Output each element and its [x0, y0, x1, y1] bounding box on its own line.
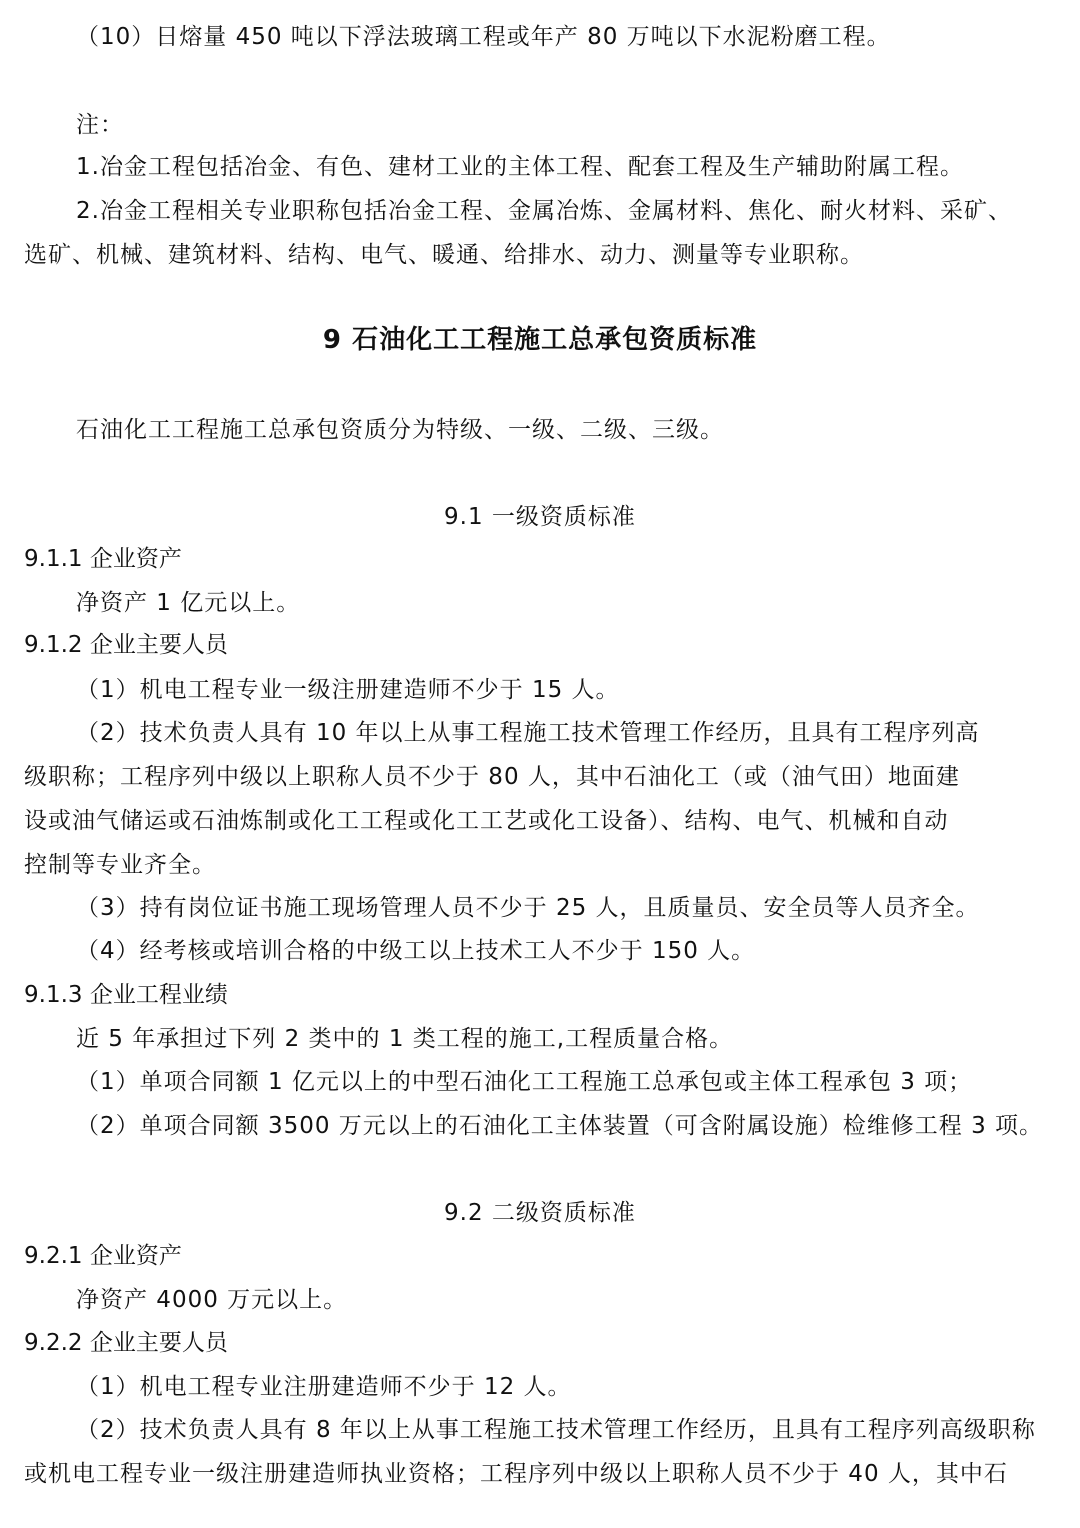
section-9-1-2-item-2-line-4: 控制等专业齐全。: [24, 852, 216, 878]
note-1-text: 1.冶金工程包括冶金、有色、建材工业的主体工程、配套工程及生产辅助附属工程。: [76, 154, 964, 180]
section-9-1-3-text: 近 5 年承担过下列 2 类中的 1 类工程的施工,工程质量合格。: [76, 1026, 734, 1052]
section-9-2-title: 9.2 二级资质标准: [444, 1200, 636, 1226]
section-9-1-2-item-3: （3）持有岗位证书施工现场管理人员不少于 25 人，且质量员、安全员等人员齐全。: [76, 895, 980, 921]
note-2-line-2: 选矿、机械、建筑材料、结构、电气、暖通、给排水、动力、测量等专业职称。: [24, 242, 864, 268]
section-9-2-2-title: 9.2.2 企业主要人员: [24, 1330, 228, 1356]
note-label: 注：: [76, 112, 124, 138]
section-9-1-2-item-2-line-3: 设或油气储运或石油炼制或化工工程或化工工艺或化工设备）、结构、电气、机械和自动: [24, 808, 949, 834]
section-9-2-1-title: 9.2.1 企业资产: [24, 1243, 182, 1269]
section-9-1-3-item-1: （1）单项合同额 1 亿元以上的中型石油化工工程施工总承包或主体工程承包 3 项；: [76, 1069, 973, 1095]
section-9-1-3-title: 9.1.3 企业工程业绩: [24, 982, 228, 1008]
section-9-1-3-item-2: （2）单项合同额 3500 万元以上的石油化工主体装置（可含附属设施）检维修工程 3 项。: [76, 1113, 1044, 1139]
item-10-text: （10）日熔量 450 吨以下浮法玻璃工程或年产 80 万吨以下水泥粉磨工程。: [76, 24, 891, 50]
section-9-1-2-item-4: （4）经考核或培训合格的中级工以上技术工人不少于 150 人。: [76, 938, 756, 964]
section-9-title: 9 石油化工工程施工总承包资质标准: [322, 325, 758, 355]
section-9-1-2-item-1: （1）机电工程专业一级注册建造师不少于 15 人。: [76, 677, 620, 703]
section-9-2-2-item-2-line-1: （2）技术负责人具有 8 年以上从事工程施工技术管理工作经历，且具有工程序列高级职称: [76, 1417, 1036, 1443]
section-9-intro: 石油化工工程施工总承包资质分为特级、一级、二级、三级。: [76, 417, 724, 443]
section-9-2-2-item-1: （1）机电工程专业注册建造师不少于 12 人。: [76, 1374, 572, 1400]
note-2-line-1: 2.冶金工程相关专业职称包括冶金工程、金属冶炼、金属材料、焦化、耐火材料、采矿、: [76, 198, 1012, 224]
section-9-2-2-item-2-line-2: 或机电工程专业一级注册建造师执业资格；工程序列中级以上职称人员不少于 40 人，其中石: [24, 1461, 1008, 1487]
section-9-1-title: 9.1 一级资质标准: [444, 504, 636, 530]
section-9-1-2-title: 9.1.2 企业主要人员: [24, 632, 228, 658]
section-9-2-1-text: 净资产 4000 万元以上。: [76, 1287, 348, 1313]
section-9-1-1-text: 净资产 1 亿元以上。: [76, 590, 301, 616]
section-9-1-2-item-2-line-1: （2）技术负责人具有 10 年以上从事工程施工技术管理工作经历，且具有工程序列高: [76, 720, 980, 746]
section-9-1-1-title: 9.1.1 企业资产: [24, 546, 182, 572]
section-9-1-2-item-2-line-2: 级职称；工程序列中级以上职称人员不少于 80 人，其中石油化工（或（油气田）地面建: [24, 764, 960, 790]
